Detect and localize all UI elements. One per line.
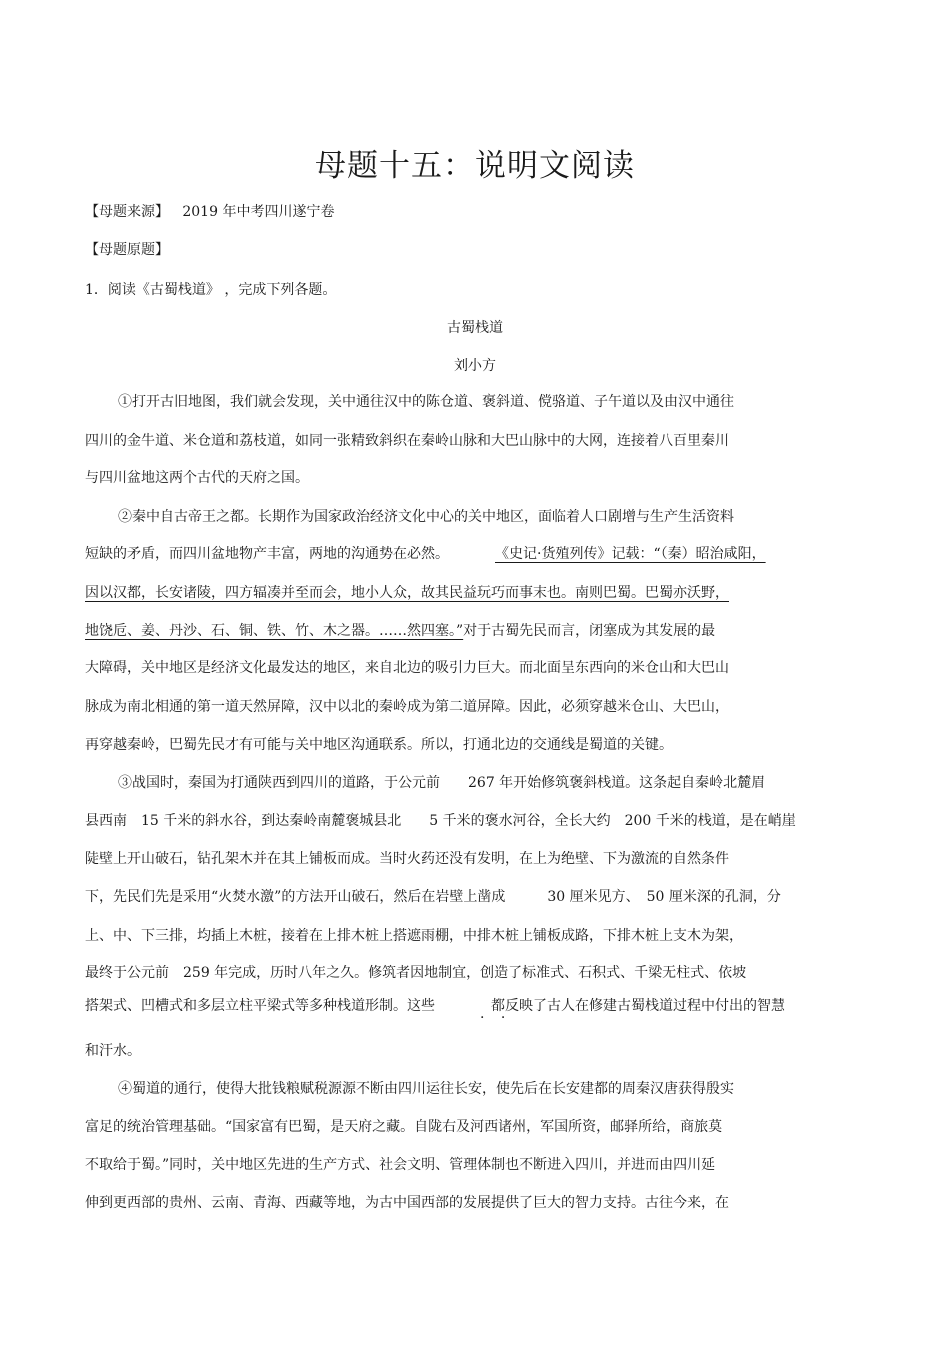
page-title: 母题十五：说明文阅读 (315, 148, 635, 184)
article-title: 古蜀栈道 (447, 320, 503, 336)
paragraph-line: 四川的金牛道、米仓道和荔枝道，如同一张精致斜织在秦岭山脉和大巴山脉中的大网，连接着八百里秦川 (85, 433, 729, 449)
underlined-quote-line: 因以汉都，长安诸陵，四方辐凑并至而会，地小人众，故其民益玩巧而事末也。南则巴蜀。巴蜀亦沃野， (85, 585, 729, 601)
paragraph-line: 搭架式、凹槽式和多层立柱平梁式等多种栈道形制。这些 都反映了古人在修建古蜀栈道过程中付出的智慧 (85, 998, 785, 1014)
paragraph-line: 伸到更西部的贵州、云南、青海、西藏等地，为古中国西部的发展提供了巨大的智力支持。古往今来，在 (85, 1195, 729, 1211)
paragraph-line: 大障碍，关中地区是经济文化最发达的地区，来自北边的吸引力巨大。而北面呈东西向的米仓山和大巴山 (85, 660, 729, 676)
paragraph-line: ③战国时，秦国为打通陕西到四川的道路，于公元前 267 年开始修筑褒斜栈道。这条起自秦岭北麓眉 (118, 775, 766, 791)
paragraph-line: 脉成为南北相通的第一道天然屏障，汉中以北的秦岭成为第二道屏障。因此，必须穿越米仓山、大巴山， (85, 699, 729, 715)
original-label: 【母题原题】 (85, 242, 169, 258)
paragraph-line: 下，先民们先是采用“火焚水激”的方法开山破石，然后在岩壁上凿成 30 厘米见方、 50 厘米深的孔洞，分 (85, 889, 781, 905)
underlined-quote-end: 地饶卮、姜、丹沙、石、铜、铁、竹、木之器。……然四塞。” (85, 623, 464, 639)
source-value: 2019 年中考四川遂宁卷 (182, 204, 335, 220)
paragraph-line: 最终于公元前 259 年完成，历时八年之久。修筑者因地制宜，创造了标准式、石积式、千梁无柱式、依坡 (85, 965, 747, 981)
source-label: 【母题来源】 (85, 204, 169, 220)
question-intro: 1．阅读《古蜀栈道》 ，完成下列各题。 (85, 282, 337, 298)
underlined-quote: 《史记·货殖列传》记载：“（秦）昭治咸阳， (495, 546, 766, 562)
paragraph-line (85, 545, 766, 563)
paragraph-line: ④蜀道的通行，使得大批钱粮赋税源源不断由四川运往长安，使先后在长安建都的周秦汉唐获得殷实 (118, 1081, 734, 1097)
article-author: 刘小方 (454, 358, 496, 374)
paragraph-line: ①打开古旧地图，我们就会发现，关中通往汉中的陈仓道、褒斜道、傥骆道、子午道以及由汉中通往 (118, 394, 734, 410)
paragraph-line: 与四川盆地这两个古代的天府之国。 (85, 470, 309, 486)
paragraph-line: 不取给于蜀。”同时，关中地区先进的生产方式、社会文明、管理体制也不断进入四川，并进而由四川延 (85, 1157, 716, 1173)
paragraph-line: 陡壁上开山破石，钻孔架木并在其上铺板而成。当时火药还没有发明，在上为绝壁、下为激流的自然条件 (85, 851, 729, 867)
paragraph-line (85, 622, 715, 640)
line-text: 对于古蜀先民而言，闭塞成为其发展的最 (463, 623, 716, 639)
line-text: 短缺的矛盾，而四川盆地物产丰富，两地的沟通势在必然。 (85, 546, 449, 562)
paragraph-line: 上、中、下三排，均插上木桩，接着在上排木桩上搭遮雨棚，中排木桩上铺板成路，下排木桩上支木为架， (85, 928, 743, 944)
paragraph-line: 富足的统治管理基础。“国家富有巴蜀，是天府之藏。自陇右及河西诸州，军国所资，邮驿所给，商旅莫 (85, 1119, 723, 1135)
emphasis-dots: · · (480, 1010, 512, 1026)
paragraph-line: 和汗水。 (85, 1043, 141, 1059)
paragraph-line: 县西南 15 千米的斜水谷，到达秦岭南麓褒城县北 5 千米的褒水河谷，全长大约 200 千米的栈道，是在峭崖 (85, 813, 796, 829)
paragraph-line: ②秦中自古帝王之都。长期作为国家政治经济文化中心的关中地区，面临着人口剧增与生产生活资料 (118, 509, 734, 525)
source-line (85, 203, 334, 221)
paragraph-line: 再穿越秦岭，巴蜀先民才有可能与关中地区沟通联系。所以，打通北边的交通线是蜀道的关键。 (85, 737, 673, 753)
